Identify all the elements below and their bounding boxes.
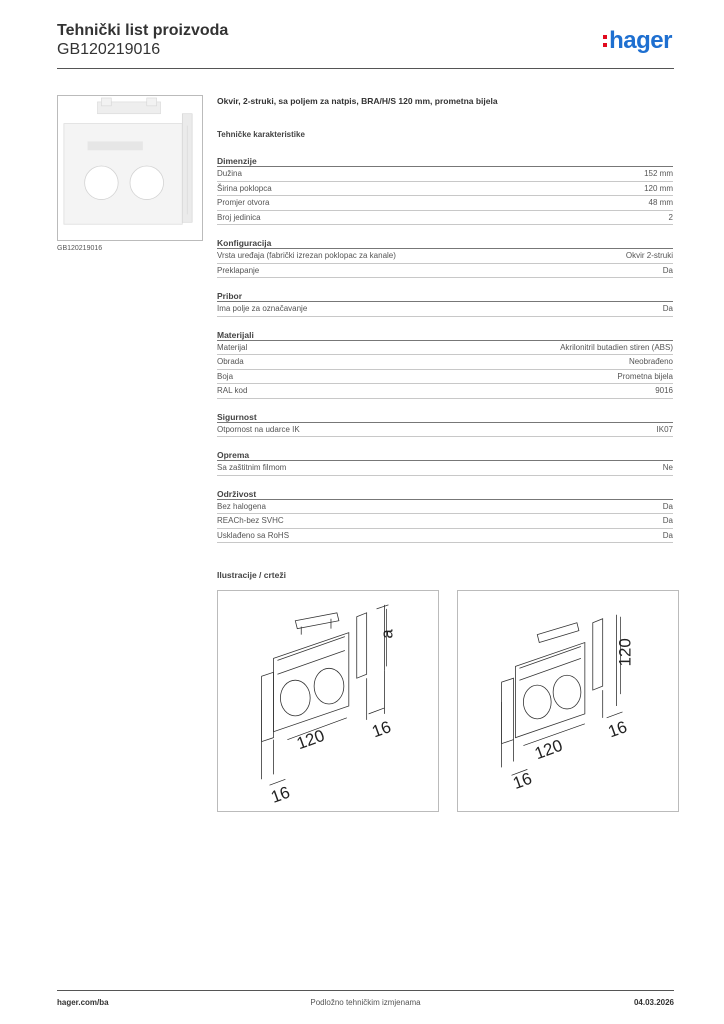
spec-label: Materijal <box>217 342 248 352</box>
spec-row <box>217 249 673 264</box>
spec-label: Otpornost na udarce IK <box>217 424 300 434</box>
footer-divider <box>57 990 674 991</box>
footer-date: 04.03.2026 <box>633 998 674 1007</box>
spec-value: 9016 <box>655 386 673 395</box>
spec-value: Da <box>662 501 673 511</box>
spec-row <box>217 182 673 197</box>
spec-value: 120 mm <box>644 183 673 193</box>
dim-right-label: 16 <box>605 717 630 742</box>
spec-value: Neobrađeno <box>628 357 673 366</box>
section-title: Materijali <box>217 329 673 341</box>
illustration-drawing-right <box>457 590 679 812</box>
section-materijali <box>217 329 673 399</box>
spec-label: Obrada <box>217 357 244 366</box>
footer-note: Podložno tehničkim izmjenama <box>310 998 421 1007</box>
spec-label: Dužina <box>217 169 242 178</box>
section-title: Pribor <box>217 290 673 302</box>
product-photo-icon <box>58 96 202 240</box>
spec-value: Da <box>662 516 673 525</box>
product-name: Okvir, 2-struki, sa poljem za natpis, BRA/H/S 120 mm, prometna bijela <box>217 96 498 106</box>
spec-row <box>217 370 673 385</box>
spec-label: Boja <box>217 371 234 381</box>
spec-value: Akrilonitril butadien stiren (ABS) <box>560 342 673 352</box>
dim-a-label: a <box>377 629 397 639</box>
logo-dots-icon <box>603 33 607 49</box>
dim-width-label: 120 <box>294 725 328 754</box>
section-pribor <box>217 290 673 317</box>
spec-label: Širina poklopca <box>217 183 272 193</box>
section-sigurnost <box>217 411 673 438</box>
spec-label: Vrsta uređaja (fabrički izrezan poklopac za kanale) <box>217 251 396 260</box>
spec-row <box>217 384 673 399</box>
spec-value: Da <box>662 304 673 313</box>
footer-website-link[interactable]: hager.com/ba <box>57 998 109 1007</box>
spec-label: RAL kod <box>217 386 248 395</box>
section-konfiguracija <box>217 237 673 278</box>
spec-label: Sa zaštitnim filmom <box>217 463 287 472</box>
spec-row <box>217 167 673 182</box>
spec-label: Preklapanje <box>217 265 260 275</box>
section-odrzivost <box>217 488 673 544</box>
product-image-caption: GB120219016 <box>57 245 103 252</box>
tech-characteristics-heading: Tehničke karakteristike <box>217 130 305 139</box>
header-divider <box>57 68 674 69</box>
spec-row <box>217 461 673 476</box>
spec-value: Prometna bijela <box>617 371 673 381</box>
logo-text: hager <box>609 27 672 54</box>
document-title: Tehnički list proizvoda <box>57 22 229 39</box>
spec-row <box>217 500 673 515</box>
dim-width-label: 120 <box>532 735 566 764</box>
section-title: Oprema <box>217 449 673 461</box>
spec-label: Ima polje za označavanje <box>217 304 308 313</box>
spec-row <box>217 529 673 544</box>
section-title: Dimenzije <box>217 155 673 167</box>
spec-label: REACh-bez SVHC <box>217 516 284 525</box>
spec-value: 152 mm <box>644 169 673 178</box>
section-dimenzije <box>217 155 673 225</box>
dim-bottom-label: 16 <box>268 782 293 807</box>
dim-height-label: 120 <box>615 638 635 667</box>
section-oprema <box>217 449 673 476</box>
spec-row <box>217 341 673 356</box>
illustrations-heading: Ilustracije / crteži <box>217 570 286 580</box>
section-title: Konfiguracija <box>217 237 673 249</box>
document-header <box>57 22 674 68</box>
illustration-drawing-left <box>217 590 439 812</box>
hager-logo <box>603 28 672 54</box>
spec-value: 2 <box>668 212 673 222</box>
spec-row <box>217 514 673 529</box>
spec-label: Bez halogena <box>217 501 266 511</box>
dim-right-label: 16 <box>369 717 394 742</box>
spec-label: Promjer otvora <box>217 198 270 207</box>
section-title: Održivost <box>217 488 673 500</box>
spec-value: Ne <box>662 463 673 472</box>
spec-value: Da <box>662 530 673 540</box>
spec-row <box>217 264 673 279</box>
spec-value: Da <box>662 265 673 275</box>
spec-value: Okvir 2-struki <box>625 251 673 260</box>
spec-label: Usklađeno sa RoHS <box>217 530 290 540</box>
product-image <box>57 95 203 241</box>
spec-row <box>217 196 673 211</box>
dim-bottom-label: 16 <box>510 768 535 793</box>
section-title: Sigurnost <box>217 411 673 423</box>
product-code: GB120219016 <box>57 41 161 58</box>
spec-row <box>217 302 673 317</box>
spec-row <box>217 211 673 226</box>
spec-value: 48 mm <box>648 198 673 207</box>
spec-value: IK07 <box>656 424 673 434</box>
spec-label: Broj jedinica <box>217 212 261 222</box>
specs-panel <box>217 96 673 543</box>
spec-row <box>217 423 673 438</box>
spec-row <box>217 355 673 370</box>
